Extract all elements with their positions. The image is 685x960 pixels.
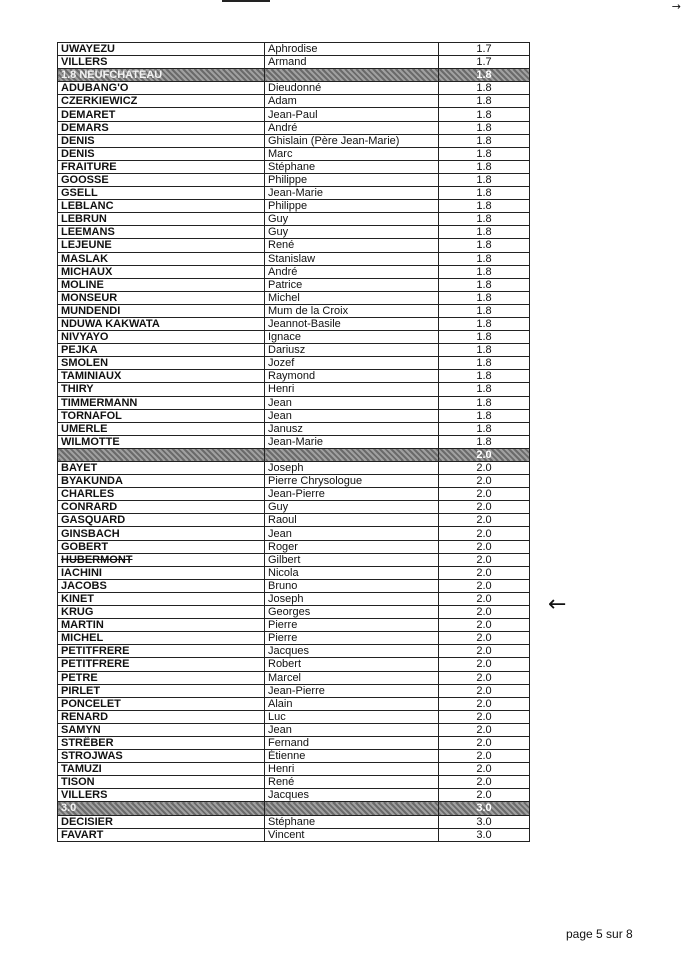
grade-cell: 2.0 <box>439 579 530 592</box>
first-name-cell: Fernand <box>265 736 439 749</box>
first-name-cell: André <box>265 265 439 278</box>
last-name-cell: DECISIER <box>58 815 265 828</box>
last-name-cell: PETITFRERE <box>58 645 265 658</box>
first-name-cell: Jean-Marie <box>265 435 439 448</box>
table-row <box>58 553 530 566</box>
last-name-cell: UWAYEZU <box>58 43 265 56</box>
table-row <box>58 56 530 69</box>
grade-cell: 1.8 <box>439 278 530 291</box>
table-row <box>58 121 530 134</box>
grade-cell: 2.0 <box>439 540 530 553</box>
grade-cell: 1.8 <box>439 383 530 396</box>
grade-cell: 3.0 <box>439 815 530 828</box>
table-row <box>58 200 530 213</box>
first-name-cell: André <box>265 121 439 134</box>
last-name-cell: MUNDENDI <box>58 304 265 317</box>
first-name-cell: Philippe <box>265 200 439 213</box>
table-row <box>58 632 530 645</box>
last-name-cell: STRÊBER <box>58 736 265 749</box>
grade-cell: 2.0 <box>439 606 530 619</box>
grade-cell: 1.8 <box>439 331 530 344</box>
first-name-cell: Jozef <box>265 357 439 370</box>
section-row <box>58 448 530 461</box>
first-name-cell: Vincent <box>265 828 439 841</box>
last-name-cell: BAYET <box>58 462 265 475</box>
grade-cell: 1.8 <box>439 357 530 370</box>
last-name-cell: 1.8 NEUFCHATEAU <box>58 69 265 82</box>
first-name-cell: Jean-Pierre <box>265 684 439 697</box>
last-name-cell: VILLERS <box>58 789 265 802</box>
grade-cell: 1.8 <box>439 435 530 448</box>
table-row <box>58 697 530 710</box>
last-name-cell: SAMYN <box>58 723 265 736</box>
table-row <box>58 435 530 448</box>
table-row <box>58 357 530 370</box>
last-name-cell: THIRY <box>58 383 265 396</box>
grade-cell: 1.8 <box>439 160 530 173</box>
first-name-cell: Jean <box>265 409 439 422</box>
grade-cell: 2.0 <box>439 462 530 475</box>
table-row <box>58 226 530 239</box>
last-name-cell: 3.0 <box>58 802 265 815</box>
grade-cell: 1.8 <box>439 422 530 435</box>
last-name-cell: PIRLET <box>58 684 265 697</box>
last-name-cell: DENIS <box>58 134 265 147</box>
first-name-cell: Nicola <box>265 566 439 579</box>
last-name-cell: MICHEL <box>58 632 265 645</box>
grade-cell: 1.8 <box>439 200 530 213</box>
table-row <box>58 239 530 252</box>
last-name-cell: TORNAFOL <box>58 409 265 422</box>
first-name-cell: Jacques <box>265 789 439 802</box>
first-name-cell: Henri <box>265 763 439 776</box>
first-name-cell: Michel <box>265 291 439 304</box>
grade-cell: 2.0 <box>439 763 530 776</box>
last-name-cell: ADUBANG'O <box>58 82 265 95</box>
table-row <box>58 658 530 671</box>
first-name-cell: Joseph <box>265 462 439 475</box>
table-row <box>58 684 530 697</box>
corner-arrow-icon: → <box>671 0 681 13</box>
table-row <box>58 776 530 789</box>
first-name-cell: Dariusz <box>265 344 439 357</box>
last-name-cell: NIVYAYO <box>58 331 265 344</box>
first-name-cell: Ignace <box>265 331 439 344</box>
first-name-cell: Jean-Marie <box>265 187 439 200</box>
last-name-cell: PEJKA <box>58 344 265 357</box>
table-row <box>58 291 530 304</box>
first-name-cell: Guy <box>265 213 439 226</box>
first-name-cell: Patrice <box>265 278 439 291</box>
first-name-cell: Janusz <box>265 422 439 435</box>
grade-cell: 1.8 <box>439 173 530 186</box>
table-row <box>58 566 530 579</box>
last-name-cell: WILMOTTE <box>58 435 265 448</box>
table-row <box>58 527 530 540</box>
last-name-cell: GOOSSE <box>58 173 265 186</box>
first-name-cell: Georges <box>265 606 439 619</box>
table-row <box>58 710 530 723</box>
table-row <box>58 43 530 56</box>
last-name-cell: HUBERMONT <box>58 553 265 566</box>
table-row <box>58 134 530 147</box>
grade-cell: 2.0 <box>439 645 530 658</box>
table-row <box>58 304 530 317</box>
table-row <box>58 160 530 173</box>
last-name-cell: MOLINE <box>58 278 265 291</box>
first-name-cell: Jacques <box>265 645 439 658</box>
table-row <box>58 475 530 488</box>
last-name-cell: CONRARD <box>58 501 265 514</box>
grade-cell: 1.8 <box>439 344 530 357</box>
grade-cell: 1.8 <box>439 291 530 304</box>
grade-cell: 1.8 <box>439 134 530 147</box>
grade-cell: 1.8 <box>439 409 530 422</box>
first-name-cell: Philippe <box>265 173 439 186</box>
first-name-cell: Raymond <box>265 370 439 383</box>
section-row <box>58 802 530 815</box>
grade-cell: 1.8 <box>439 265 530 278</box>
table-row <box>58 606 530 619</box>
grade-cell: 1.8 <box>439 370 530 383</box>
last-name-cell: FRAITURE <box>58 160 265 173</box>
table-row <box>58 763 530 776</box>
last-name-cell: CHARLES <box>58 488 265 501</box>
table-row <box>58 488 530 501</box>
first-name-cell: Stéphane <box>265 160 439 173</box>
first-name-cell: Jean-Paul <box>265 108 439 121</box>
grade-cell: 2.0 <box>439 671 530 684</box>
last-name-cell: TIMMERMANN <box>58 396 265 409</box>
grade-cell: 2.0 <box>439 789 530 802</box>
table-row <box>58 828 530 841</box>
first-name-cell: Raoul <box>265 514 439 527</box>
table-row <box>58 409 530 422</box>
first-name-cell: Pierre <box>265 632 439 645</box>
last-name-cell: MONSEUR <box>58 291 265 304</box>
table-row <box>58 396 530 409</box>
last-name-cell: STROJWAS <box>58 750 265 763</box>
grade-cell: 2.0 <box>439 684 530 697</box>
last-name-cell: GOBERT <box>58 540 265 553</box>
table-row <box>58 383 530 396</box>
first-name-cell <box>265 448 439 461</box>
last-name-cell: TAMUZI <box>58 763 265 776</box>
last-name-cell: RENARD <box>58 710 265 723</box>
first-name-cell: Armand <box>265 56 439 69</box>
section-row <box>58 69 530 82</box>
table-row <box>58 645 530 658</box>
table-row <box>58 187 530 200</box>
grade-cell: 1.8 <box>439 213 530 226</box>
grade-cell: 1.8 <box>439 95 530 108</box>
table-row <box>58 671 530 684</box>
table-row <box>58 108 530 121</box>
grade-cell: 1.8 <box>439 396 530 409</box>
first-name-cell: Stanislaw <box>265 252 439 265</box>
table-row <box>58 540 530 553</box>
last-name-cell <box>58 448 265 461</box>
table-row <box>58 723 530 736</box>
grade-cell: 2.0 <box>439 736 530 749</box>
first-name-cell: Jean <box>265 723 439 736</box>
grade-cell: 1.7 <box>439 56 530 69</box>
last-name-cell: LEBRUN <box>58 213 265 226</box>
grade-cell: 1.8 <box>439 226 530 239</box>
first-name-cell: Henri <box>265 383 439 396</box>
grade-cell: 2.0 <box>439 658 530 671</box>
last-name-cell: MICHAUX <box>58 265 265 278</box>
grade-cell: 1.8 <box>439 121 530 134</box>
grade-cell: 1.8 <box>439 147 530 160</box>
last-name-cell: VILLERS <box>58 56 265 69</box>
first-name-cell: Adam <box>265 95 439 108</box>
grade-cell: 1.8 <box>439 187 530 200</box>
grade-cell: 2.0 <box>439 448 530 461</box>
table-row <box>58 331 530 344</box>
last-name-cell: MARTIN <box>58 619 265 632</box>
table-row <box>58 344 530 357</box>
last-name-cell: GINSBACH <box>58 527 265 540</box>
roster-table <box>57 42 530 842</box>
grade-cell: 2.0 <box>439 632 530 645</box>
last-name-cell: CZERKIEWICZ <box>58 95 265 108</box>
last-name-cell: NDUWA KAKWATA <box>58 317 265 330</box>
first-name-cell: Luc <box>265 710 439 723</box>
last-name-cell: KRUG <box>58 606 265 619</box>
last-name-cell: PONCELET <box>58 697 265 710</box>
grade-cell: 2.0 <box>439 750 530 763</box>
table-row <box>58 278 530 291</box>
table-row <box>58 462 530 475</box>
handwritten-arrow-icon: ← <box>548 592 567 617</box>
grade-cell: 1.8 <box>439 252 530 265</box>
page-number: page 5 sur 8 <box>566 927 633 941</box>
grade-cell: 1.8 <box>439 317 530 330</box>
grade-cell: 3.0 <box>439 802 530 815</box>
table-row <box>58 95 530 108</box>
first-name-cell: Marc <box>265 147 439 160</box>
last-name-cell: IACHINI <box>58 566 265 579</box>
first-name-cell: Guy <box>265 501 439 514</box>
grade-cell: 2.0 <box>439 527 530 540</box>
last-name-cell: PETRE <box>58 671 265 684</box>
first-name-cell: Gilbert <box>265 553 439 566</box>
table-row <box>58 789 530 802</box>
first-name-cell: Stéphane <box>265 815 439 828</box>
table-row <box>58 815 530 828</box>
last-name-cell: UMERLE <box>58 422 265 435</box>
table-row <box>58 501 530 514</box>
grade-cell: 2.0 <box>439 488 530 501</box>
table-row <box>58 750 530 763</box>
first-name-cell: Jeannot-Basile <box>265 317 439 330</box>
last-name-cell: GASQUARD <box>58 514 265 527</box>
first-name-cell: Aphrodise <box>265 43 439 56</box>
first-name-cell: René <box>265 239 439 252</box>
table-row <box>58 173 530 186</box>
first-name-cell: Étienne <box>265 750 439 763</box>
last-name-cell: DEMARS <box>58 121 265 134</box>
table-row <box>58 422 530 435</box>
grade-cell: 2.0 <box>439 514 530 527</box>
grade-cell: 2.0 <box>439 723 530 736</box>
first-name-cell: Pierre <box>265 619 439 632</box>
last-name-cell: DEMARET <box>58 108 265 121</box>
first-name-cell: Joseph <box>265 592 439 605</box>
table-row <box>58 317 530 330</box>
first-name-cell: Pierre Chrysologue <box>265 475 439 488</box>
first-name-cell: Marcel <box>265 671 439 684</box>
table-row <box>58 736 530 749</box>
first-name-cell: Mum de la Croix <box>265 304 439 317</box>
last-name-cell: LEEMANS <box>58 226 265 239</box>
grade-cell: 1.7 <box>439 43 530 56</box>
last-name-cell: MASLAK <box>58 252 265 265</box>
grade-cell: 1.8 <box>439 69 530 82</box>
last-name-cell: GSELL <box>58 187 265 200</box>
roster-table-body <box>58 43 530 842</box>
table-row <box>58 579 530 592</box>
first-name-cell: René <box>265 776 439 789</box>
grade-cell: 2.0 <box>439 619 530 632</box>
last-name-cell: TISON <box>58 776 265 789</box>
first-name-cell: Jean <box>265 396 439 409</box>
grade-cell: 2.0 <box>439 697 530 710</box>
table-row <box>58 252 530 265</box>
grade-cell: 1.8 <box>439 239 530 252</box>
grade-cell: 1.8 <box>439 304 530 317</box>
first-name-cell: Roger <box>265 540 439 553</box>
first-name-cell: Alain <box>265 697 439 710</box>
first-name-cell <box>265 802 439 815</box>
last-name-cell: JACOBS <box>58 579 265 592</box>
grade-cell: 1.8 <box>439 108 530 121</box>
last-name-cell: KINET <box>58 592 265 605</box>
table-row <box>58 213 530 226</box>
first-name-cell: Dieudonné <box>265 82 439 95</box>
first-name-cell: Jean <box>265 527 439 540</box>
last-name-cell: LEJEUNE <box>58 239 265 252</box>
last-name-cell: PETITFRERE <box>58 658 265 671</box>
table-row <box>58 514 530 527</box>
table-row <box>58 265 530 278</box>
grade-cell: 2.0 <box>439 710 530 723</box>
grade-cell: 2.0 <box>439 776 530 789</box>
table-row <box>58 619 530 632</box>
scan-top-mark <box>222 0 270 2</box>
last-name-cell: LEBLANC <box>58 200 265 213</box>
table-row <box>58 592 530 605</box>
first-name-cell: Jean-Pierre <box>265 488 439 501</box>
last-name-cell: DENIS <box>58 147 265 160</box>
last-name-cell: BYAKUNDA <box>58 475 265 488</box>
first-name-cell: Guy <box>265 226 439 239</box>
grade-cell: 1.8 <box>439 82 530 95</box>
last-name-cell: SMOLEN <box>58 357 265 370</box>
grade-cell: 2.0 <box>439 566 530 579</box>
last-name-cell: FAVART <box>58 828 265 841</box>
table-row <box>58 82 530 95</box>
first-name-cell: Bruno <box>265 579 439 592</box>
last-name-cell: TAMINIAUX <box>58 370 265 383</box>
grade-cell: 2.0 <box>439 592 530 605</box>
first-name-cell: Robert <box>265 658 439 671</box>
grade-cell: 2.0 <box>439 501 530 514</box>
grade-cell: 3.0 <box>439 828 530 841</box>
grade-cell: 2.0 <box>439 475 530 488</box>
first-name-cell <box>265 69 439 82</box>
table-row <box>58 147 530 160</box>
table-row <box>58 370 530 383</box>
grade-cell: 2.0 <box>439 553 530 566</box>
first-name-cell: Ghislain (Père Jean-Marie) <box>265 134 439 147</box>
